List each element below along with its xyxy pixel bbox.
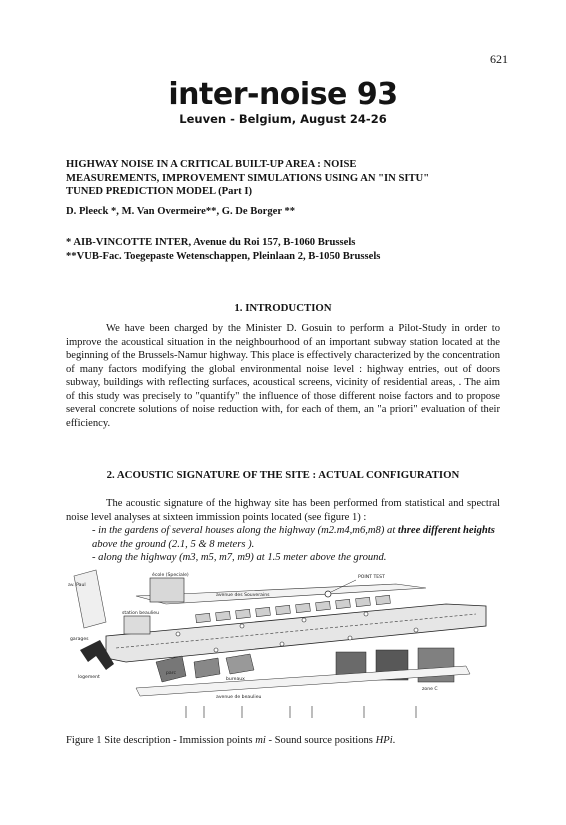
list-item-text: - along the highway (m3, m5, m7, m9) at 1.5 meter above the ground.	[92, 552, 387, 563]
immission-point-list	[92, 524, 502, 565]
acoustic-signature-paragraph: The acoustic signature of the highway site has been performed from statistical and spectral noise level analyses at sixteen immission points located (see figure 1) :	[66, 498, 500, 523]
paper-authors: D. Pleeck *, M. Van Overmeire**, G. De Borger **	[66, 206, 296, 217]
map-point-test-marker	[325, 591, 331, 597]
site-map	[66, 566, 506, 722]
map-label-avenue-beaulieu: avenue de beaulieu	[216, 695, 262, 700]
site-map-figure	[66, 566, 506, 722]
affiliation-line: **VUB-Fac. Toegepaste Wetenschappen, Pleinlaan 2, B-1050 Brussels	[66, 250, 381, 262]
paper-title	[66, 158, 506, 199]
conference-logo: inter-noise 93	[168, 77, 398, 112]
caption-hpi: HPi	[375, 735, 393, 746]
map-label-parc: parc	[166, 671, 177, 676]
map-label-logement: logement	[78, 675, 100, 680]
map-label-zone: zone C	[422, 687, 438, 692]
list-item	[92, 551, 502, 565]
caption-mi: mi	[255, 735, 266, 746]
map-label-ecole: école (Speciale)	[152, 573, 189, 578]
map-label-station: station beaulieu	[122, 611, 160, 616]
list-item-text: - in the gardens of several houses along the highway (m2.m4,m6,m8) at	[92, 525, 398, 536]
caption-text: .	[392, 735, 396, 746]
map-label-point-test: POINT TEST	[358, 575, 385, 580]
map-label-bureaux: bureaux	[226, 677, 245, 682]
list-item-text: above the ground (2.1, 5 & 8 meters ).	[92, 538, 255, 550]
map-label-av-paul: av. Paul	[68, 583, 86, 588]
section-heading-acoustic-signature: 2. ACOUSTIC SIGNATURE OF THE SITE : ACTUAL CONFIGURATION	[106, 469, 460, 481]
figure-caption	[66, 735, 506, 746]
caption-text: - Sound source positions	[265, 735, 376, 746]
list-item-emphasis: three different heights	[397, 525, 495, 536]
map-station	[124, 616, 150, 634]
conference-location-dates: Leuven - Belgium, August 24-26	[179, 112, 387, 126]
section-heading-introduction: 1. INTRODUCTION	[234, 302, 332, 314]
list-item	[92, 524, 502, 551]
introduction-paragraph: We have been charged by the Minister D. Gosuin to perform a Pilot-Study in order to improve the acoustical situation in the neighbourhood of an important subway station located at the beginning of the Brussels-Namur highway. This place is effectively characterized by the concentration of many factors modifying the global environmental noise level : highway entries, out of doors subway, buildings with reflecting surfaces, acoustical screens, vicinity of residential areas, . The aim of this study was precisely to "quantify" the influence of those different noise factors and to propose several concrete solutions of noise reduction with, for each of them, an "a priori" evaluation of their efficiency.	[66, 323, 500, 429]
map-label-garages: garages	[70, 637, 89, 642]
map-school-building	[150, 578, 184, 602]
caption-text: Figure 1 Site description - Immission points	[66, 735, 256, 746]
paper-title-line: HIGHWAY NOISE IN A CRITICAL BUILT-UP AREA : NOISE	[66, 159, 357, 170]
paper-title-line: TUNED PREDICTION MODEL (Part I)	[66, 186, 252, 197]
paper-title-line: MEASUREMENTS, IMPROVEMENT SIMULATIONS USING AN "IN SITU"	[66, 172, 430, 184]
paper-affiliations	[66, 236, 506, 263]
affiliation-line: * AIB-VINCOTTE INTER, Avenue du Roi 157, B-1060 Brussels	[66, 237, 356, 248]
page-number: 621	[490, 52, 508, 66]
map-label-avenue-souverains: avenue des Souverains	[216, 593, 270, 598]
